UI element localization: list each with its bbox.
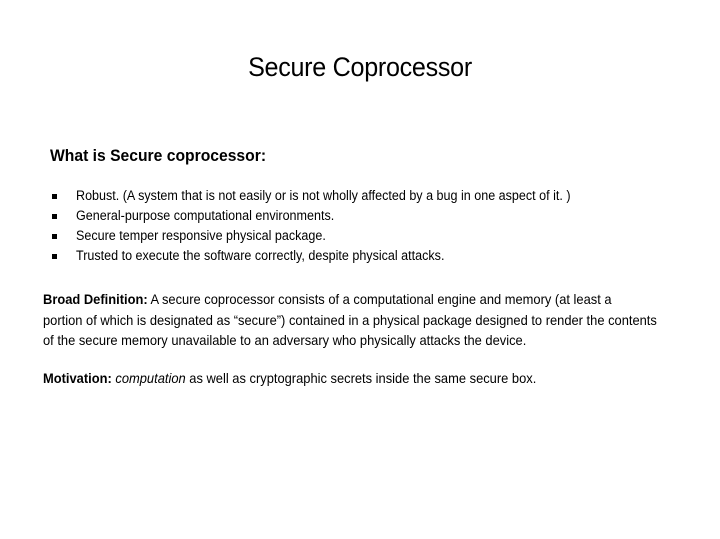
bullet-text: Robust. (A system that is not easily or is not wholly affected by a bug in one aspect of it. )	[76, 188, 571, 203]
motivation-label: Motivation:	[43, 371, 112, 386]
bullet-item	[48, 246, 688, 266]
square-bullet-icon	[52, 234, 57, 239]
bullet-item	[48, 186, 688, 206]
bullet-item	[48, 206, 688, 226]
definition-text-line2: portion of which is designated as “secure”) contained in a physical package designed to render the contents	[43, 312, 657, 328]
bullet-list	[48, 186, 688, 266]
square-bullet-icon	[52, 194, 57, 199]
definition-label: Broad Definition:	[43, 292, 148, 307]
bullet-text: Trusted to execute the software correctly, despite physical attacks.	[76, 248, 445, 263]
square-bullet-icon	[52, 254, 57, 259]
bullet-item	[48, 226, 688, 246]
section-heading: What is Secure coprocessor:	[50, 147, 267, 165]
square-bullet-icon	[52, 214, 57, 219]
definition-text-line1: A secure coprocessor consists of a computational engine and memory (at least a	[150, 292, 612, 307]
slide-title: Secure Coprocessor	[248, 52, 472, 82]
bullet-text: General-purpose computational environments.	[76, 208, 335, 223]
definition-text-line3: of the secure memory unavailable to an adversary who physically attacks the device.	[43, 333, 527, 348]
definition-paragraph	[43, 290, 679, 352]
motivation-paragraph	[43, 369, 679, 390]
motivation-text: as well as cryptographic secrets inside the same secure box.	[189, 371, 537, 386]
bullet-text: Secure temper responsive physical package.	[76, 228, 326, 243]
motivation-italic-text: computation	[115, 371, 186, 386]
